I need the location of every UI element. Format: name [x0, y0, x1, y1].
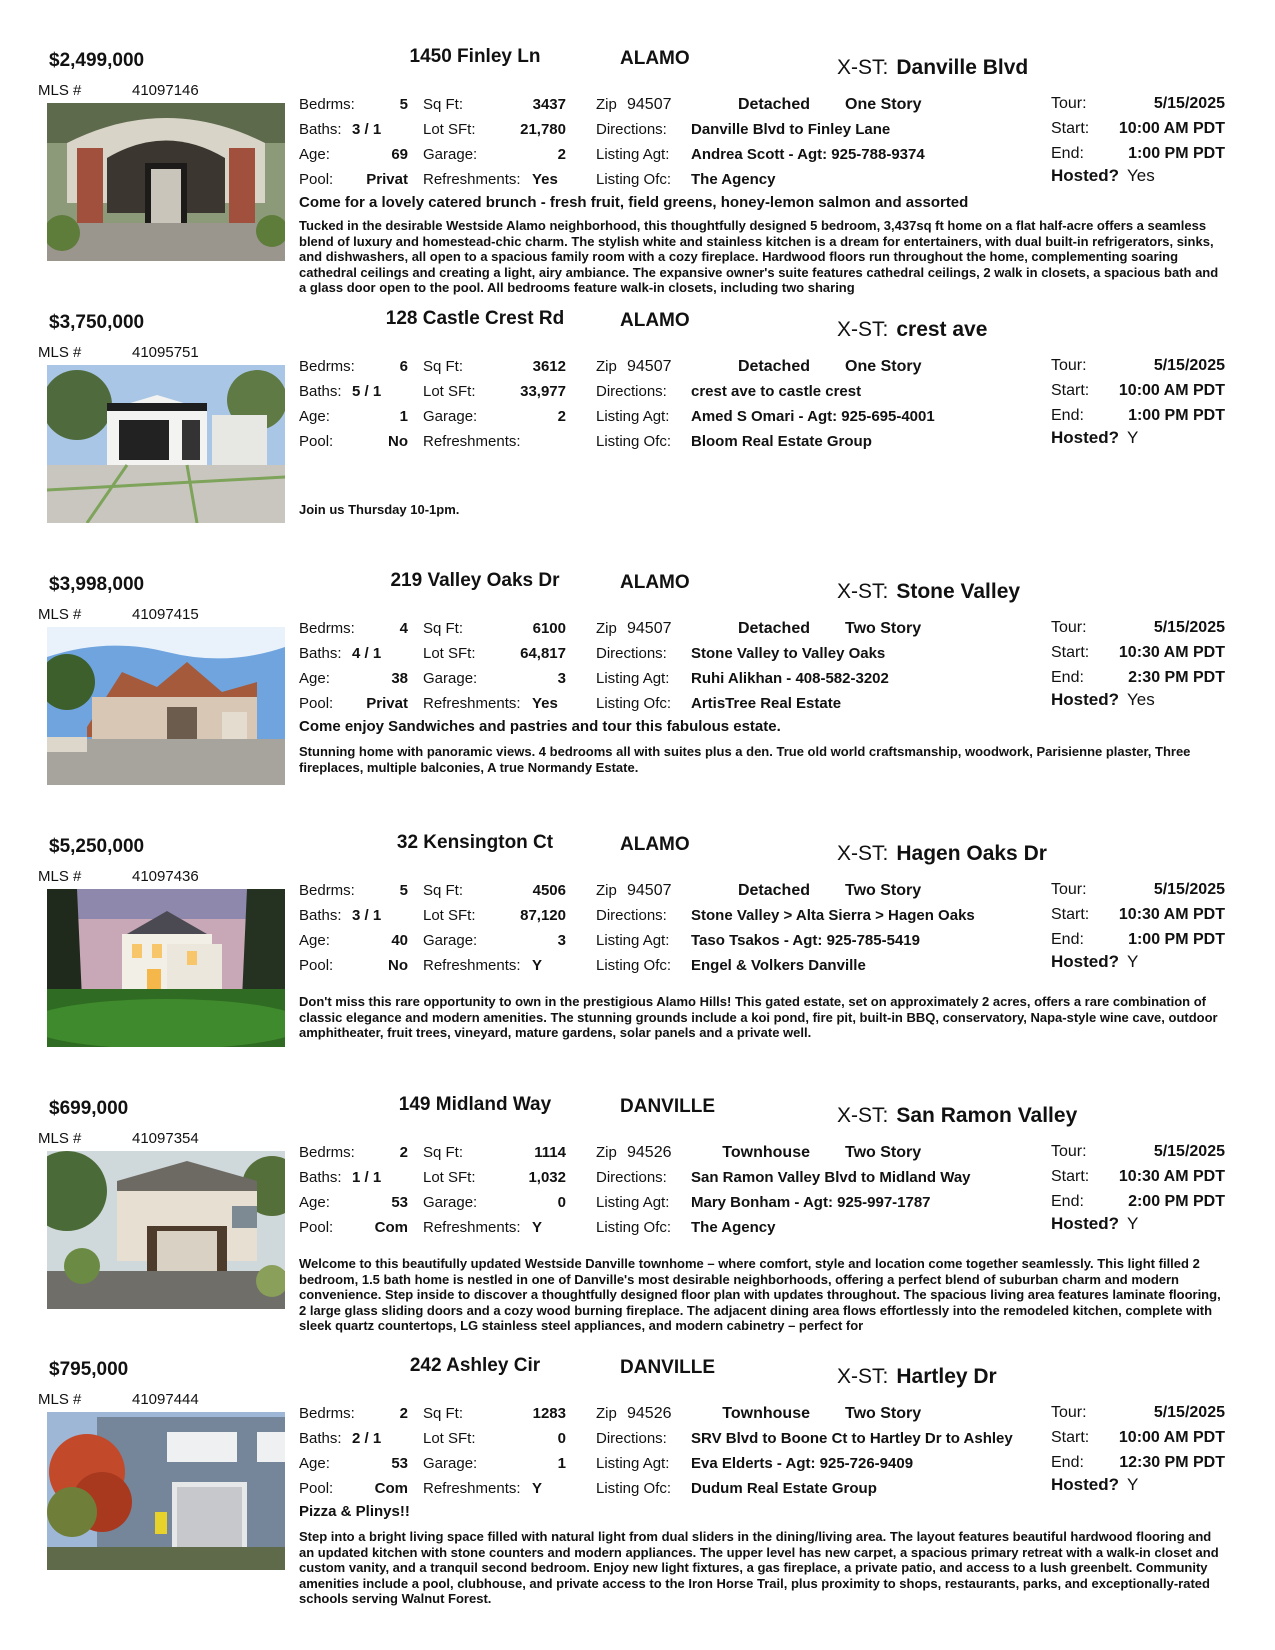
- bedrms-label: Bedrms:: [299, 358, 355, 375]
- age-value: 53: [391, 1194, 408, 1211]
- listing-remarks: Welcome to this beautifully updated Westside Danville townhome – where comfort, style and location come together seamlessly. This light filled 2 bedroom, 1.5 bath home is nestled in one of Danville's most desirable neighborhoods, offering a perfect blend of suburban charm and modern convenience. Step inside to discover a thoughtfully designed floor plan with updates throughout. The spacious living area features laminate flooring, 2 large glass sliding doors and a cozy wood burning fireplace. The adjacent dining area flows effortlessly into the remodeled kitchen, complete with sleek quartz countertops, LG stainless steel appliances, and modern cabinetry – perfect for: [299, 1256, 1221, 1333]
- bedrms-label: Bedrms:: [299, 882, 355, 899]
- hosted-row: [1051, 428, 1138, 448]
- listing-photo[interactable]: [47, 1151, 285, 1309]
- directions-value: Stone Valley > Alta Sierra > Hagen Oaks: [691, 907, 975, 924]
- end-label: End:: [1051, 931, 1084, 948]
- listing-price: $2,499,000: [49, 50, 145, 71]
- agent-label: Listing Agt:: [596, 670, 670, 687]
- pool-label: Pool:: [299, 171, 334, 188]
- baths-label: Baths:: [299, 907, 342, 924]
- garage-value: 3: [557, 932, 566, 949]
- tour-value: 5/15/2025: [1153, 619, 1225, 636]
- garage-value: 2: [557, 146, 566, 163]
- hosted-label: Hosted?: [1051, 1475, 1119, 1494]
- age-label: Age:: [299, 670, 330, 687]
- start-value: 10:30 AM PDT: [1118, 644, 1225, 661]
- mls-label: MLS #: [38, 1391, 82, 1408]
- tour-value: 5/15/2025: [1153, 1404, 1225, 1421]
- pool-value: Privat: [366, 171, 408, 188]
- garage-label: Garage:: [423, 1455, 478, 1472]
- directions-value: Danville Blvd to Finley Lane: [691, 121, 891, 138]
- office-value: The Agency: [691, 171, 776, 188]
- hosted-row: [1051, 1475, 1138, 1495]
- baths-value: 4 / 1: [352, 645, 382, 662]
- baths-value: 5 / 1: [352, 383, 382, 400]
- cross-street-label: X-ST:: [837, 56, 889, 79]
- end-label: End:: [1051, 669, 1084, 686]
- garage-label: Garage:: [423, 932, 478, 949]
- hosted-row: [1051, 690, 1155, 710]
- zip-value: 94507: [627, 358, 672, 375]
- zip-value: 94526: [627, 1144, 672, 1161]
- zip-label: Zip: [596, 1405, 617, 1422]
- age-value: 40: [391, 932, 408, 949]
- office-label: Listing Ofc:: [596, 695, 672, 712]
- sqft-value: 1114: [534, 1144, 566, 1161]
- baths-value: 1 / 1: [352, 1169, 382, 1186]
- listing-city: ALAMO: [620, 572, 690, 593]
- agent-label: Listing Agt:: [596, 1194, 670, 1211]
- refreshments-value: Yes: [532, 695, 558, 712]
- hosted-row: [1051, 1214, 1138, 1234]
- office-value: ArtisTree Real Estate: [691, 695, 842, 712]
- agent-value: Amed S Omari - Agt: 925-695-4001: [691, 408, 935, 425]
- hosted-value: Yes: [1127, 166, 1155, 185]
- property-type: Townhouse: [722, 1405, 810, 1422]
- zip-label: Zip: [596, 1144, 617, 1161]
- refreshments-label: Refreshments:: [423, 695, 521, 712]
- end-value: 1:00 PM PDT: [1128, 931, 1225, 948]
- agent-value: Taso Tsakos - Agt: 925-785-5419: [691, 932, 920, 949]
- listing-address: 1450 Finley Ln: [409, 46, 541, 67]
- listing-address: 32 Kensington Ct: [396, 832, 554, 853]
- listing-remarks: Tucked in the desirable Westside Alamo neighborhood, this thoughtfully designed 5 bedroom, 3,437sq ft home on a flat half-acre offers a seamless blend of luxury and homestead-chic charm. The stylish white and stainless kitchen is a dream for entertainers, with dual built-in refrigerators, sinks, and dishwashers, all open to a spacious family room with a cozy fireplace. Hardwood floors run throughout the home, complementing soaring cathedral ceilings and creating a light, airy ambiance. The expansive owner's suite features cathedral ceilings, 2 walk in closets, a spacious bath and a glass door open to the pool. All bedrooms feature walk-in closets, including two sharing: [299, 218, 1219, 295]
- hosted-label: Hosted?: [1051, 952, 1119, 971]
- listing-photo[interactable]: [47, 103, 285, 261]
- tour-value: 5/15/2025: [1153, 1143, 1225, 1160]
- garage-label: Garage:: [423, 408, 478, 425]
- directions-label: Directions:: [596, 907, 667, 924]
- lot-value: 1,032: [528, 1169, 566, 1186]
- listing-price: $3,998,000: [49, 574, 145, 595]
- office-label: Listing Ofc:: [596, 171, 672, 188]
- pool-value: No: [388, 433, 408, 450]
- bedrms-label: Bedrms:: [299, 1144, 355, 1161]
- directions-label: Directions:: [596, 1430, 667, 1447]
- hosted-row: [1051, 166, 1155, 186]
- cross-street-label: X-ST:: [837, 318, 889, 341]
- mls-number: 41097354: [132, 1130, 199, 1147]
- lot-value: 0: [557, 1430, 566, 1447]
- tour-label: Tour:: [1051, 881, 1087, 898]
- sqft-value: 6100: [532, 620, 566, 637]
- zip-label: Zip: [596, 358, 617, 375]
- start-value: 10:00 AM PDT: [1118, 1429, 1225, 1446]
- garage-label: Garage:: [423, 1194, 478, 1211]
- office-label: Listing Ofc:: [596, 957, 672, 974]
- listing-remarks: Join us Thursday 10-1pm.: [299, 502, 460, 517]
- listing-photo[interactable]: [47, 627, 285, 785]
- pool-label: Pool:: [299, 695, 334, 712]
- listing-block: [0, 830, 1275, 1092]
- agent-value: Andrea Scott - Agt: 925-788-9374: [691, 146, 925, 163]
- listing-photo[interactable]: [47, 1412, 285, 1570]
- start-label: Start:: [1051, 120, 1090, 137]
- end-value: 1:00 PM PDT: [1128, 145, 1225, 162]
- lot-label: Lot SFt:: [423, 907, 476, 924]
- cross-street-label: X-ST:: [837, 842, 889, 865]
- pool-value: Privat: [366, 695, 408, 712]
- refreshments-label: Refreshments:: [423, 171, 521, 188]
- directions-label: Directions:: [596, 1169, 667, 1186]
- refreshments-value: Yes: [532, 171, 558, 188]
- pool-label: Pool:: [299, 957, 334, 974]
- directions-value: crest ave to castle crest: [691, 383, 862, 400]
- property-type: Detached: [737, 96, 810, 113]
- start-value: 10:30 AM PDT: [1118, 906, 1225, 923]
- baths-label: Baths:: [299, 645, 342, 662]
- listing-address: 128 Castle Crest Rd: [385, 308, 565, 329]
- zip-value: 94526: [627, 1405, 672, 1422]
- cross-street-value: Hartley Dr: [896, 1365, 997, 1388]
- hosted-label: Hosted?: [1051, 1214, 1119, 1233]
- refreshments-label: Refreshments:: [423, 433, 521, 450]
- listing-city: DANVILLE: [620, 1357, 715, 1378]
- mls-label: MLS #: [38, 344, 82, 361]
- garage-label: Garage:: [423, 146, 478, 163]
- mls-number: 41097444: [132, 1391, 199, 1408]
- start-label: Start:: [1051, 1168, 1090, 1185]
- listing-address: 242 Ashley Cir: [409, 1355, 541, 1376]
- directions-label: Directions:: [596, 645, 667, 662]
- story-count: Two Story: [845, 882, 922, 899]
- listing-city: ALAMO: [620, 48, 690, 69]
- baths-label: Baths:: [299, 121, 342, 138]
- start-label: Start:: [1051, 644, 1090, 661]
- hosted-label: Hosted?: [1051, 166, 1119, 185]
- bedrms-label: Bedrms:: [299, 620, 355, 637]
- garage-value: 2: [557, 408, 566, 425]
- refreshments-label: Refreshments:: [423, 1480, 521, 1497]
- listing-price: $5,250,000: [49, 836, 145, 857]
- listing-address: 219 Valley Oaks Dr: [390, 570, 560, 591]
- directions-value: San Ramon Valley Blvd to Midland Way: [691, 1169, 971, 1186]
- hosted-label: Hosted?: [1051, 428, 1119, 447]
- pool-value: No: [388, 957, 408, 974]
- office-value: Dudum Real Estate Group: [691, 1480, 877, 1497]
- baths-value: 2 / 1: [352, 1430, 382, 1447]
- lot-label: Lot SFt:: [423, 1430, 476, 1447]
- hosted-value: Yes: [1127, 690, 1155, 709]
- zip-value: 94507: [627, 96, 672, 113]
- listing-remarks: Stunning home with panoramic views. 4 bedrooms all with suites plus a den. True old world craftsmanship, woodwork, Parisienne plaster, Three fireplaces, multiple balconies, A true Normandy Estate.: [299, 744, 1191, 775]
- agent-label: Listing Agt:: [596, 408, 670, 425]
- lot-value: 87,120: [520, 907, 566, 924]
- mls-label: MLS #: [38, 606, 82, 623]
- listing-block: [0, 1353, 1275, 1615]
- bedrms-value: 2: [399, 1405, 408, 1422]
- cross-street: [837, 1365, 997, 1389]
- mls-label: MLS #: [38, 868, 82, 885]
- listing-photo[interactable]: [47, 365, 285, 523]
- baths-value: 3 / 1: [352, 907, 382, 924]
- bedrms-label: Bedrms:: [299, 1405, 355, 1422]
- listing-city: ALAMO: [620, 310, 690, 331]
- story-count: One Story: [845, 96, 922, 113]
- cross-street: [837, 1104, 1077, 1128]
- hosted-value: Y: [1127, 428, 1139, 447]
- listing-price: $3,750,000: [49, 312, 145, 333]
- office-label: Listing Ofc:: [596, 1219, 672, 1236]
- lot-value: 33,977: [520, 383, 566, 400]
- cross-street: [837, 580, 1020, 604]
- listing-address: 149 Midland Way: [398, 1094, 552, 1115]
- property-type: Detached: [737, 620, 810, 637]
- mls-row: [38, 82, 199, 99]
- tour-label: Tour:: [1051, 95, 1087, 112]
- story-count: Two Story: [845, 1405, 922, 1422]
- sqft-label: Sq Ft:: [423, 358, 464, 375]
- mls-number: 41097436: [132, 868, 199, 885]
- property-type: Townhouse: [722, 1144, 810, 1161]
- listing-city: ALAMO: [620, 834, 690, 855]
- directions-value: SRV Blvd to Boone Ct to Hartley Dr to Ashley: [691, 1430, 1013, 1447]
- listing-block: [0, 44, 1275, 306]
- sqft-label: Sq Ft:: [423, 1405, 464, 1422]
- end-value: 2:00 PM PDT: [1128, 1193, 1225, 1210]
- office-value: The Agency: [691, 1219, 776, 1236]
- office-label: Listing Ofc:: [596, 433, 672, 450]
- mls-label: MLS #: [38, 82, 82, 99]
- cross-street: [837, 318, 987, 342]
- directions-label: Directions:: [596, 383, 667, 400]
- property-type: Detached: [737, 882, 810, 899]
- zip-value: 94507: [627, 620, 672, 637]
- end-label: End:: [1051, 1454, 1084, 1471]
- office-value: Bloom Real Estate Group: [691, 433, 872, 450]
- start-value: 10:00 AM PDT: [1118, 382, 1225, 399]
- mls-number: 41097146: [132, 82, 199, 99]
- cross-street: [837, 56, 1028, 80]
- sqft-value: 3612: [532, 358, 566, 375]
- cross-street-value: Stone Valley: [896, 580, 1021, 603]
- agent-value: Mary Bonham - Agt: 925-997-1787: [691, 1194, 931, 1211]
- tour-value: 5/15/2025: [1153, 357, 1225, 374]
- end-label: End:: [1051, 145, 1084, 162]
- tour-value: 5/15/2025: [1153, 881, 1225, 898]
- mls-row: [38, 344, 199, 361]
- sqft-label: Sq Ft:: [423, 620, 464, 637]
- cross-street-label: X-ST:: [837, 1104, 889, 1127]
- open-house-notes: Come enjoy Sandwiches and pastries and tour this fabulous estate.: [299, 718, 781, 735]
- hosted-row: [1051, 952, 1138, 972]
- lot-label: Lot SFt:: [423, 1169, 476, 1186]
- bedrms-value: 4: [399, 620, 408, 637]
- mls-number: 41095751: [132, 344, 199, 361]
- directions-label: Directions:: [596, 121, 667, 138]
- lot-value: 21,780: [520, 121, 566, 138]
- story-count: One Story: [845, 358, 922, 375]
- end-label: End:: [1051, 407, 1084, 424]
- agent-value: Eva Elderts - Agt: 925-726-9409: [691, 1455, 914, 1472]
- listing-block: [0, 568, 1275, 830]
- sqft-label: Sq Ft:: [423, 882, 464, 899]
- hosted-label: Hosted?: [1051, 690, 1119, 709]
- baths-label: Baths:: [299, 1430, 342, 1447]
- agent-label: Listing Agt:: [596, 932, 670, 949]
- age-value: 53: [391, 1455, 408, 1472]
- zip-value: 94507: [627, 882, 672, 899]
- zip-label: Zip: [596, 620, 617, 637]
- listing-price: $795,000: [49, 1359, 129, 1380]
- cross-street-value: Danville Blvd: [896, 56, 1029, 79]
- listing-block: [0, 1092, 1275, 1354]
- garage-value: 0: [557, 1194, 566, 1211]
- bedrms-label: Bedrms:: [299, 96, 355, 113]
- mls-label: MLS #: [38, 1130, 82, 1147]
- directions-value: Stone Valley to Valley Oaks: [691, 645, 886, 662]
- start-label: Start:: [1051, 906, 1090, 923]
- refreshments-label: Refreshments:: [423, 1219, 521, 1236]
- listing-block: [0, 306, 1275, 568]
- baths-label: Baths:: [299, 383, 342, 400]
- cross-street: [837, 842, 1047, 866]
- sqft-value: 4506: [532, 882, 566, 899]
- age-label: Age:: [299, 1194, 330, 1211]
- office-label: Listing Ofc:: [596, 1480, 672, 1497]
- bedrms-value: 5: [399, 96, 408, 113]
- listing-remarks: Don't miss this rare opportunity to own in the prestigious Alamo Hills! This gated estate, set on approximately 2 acres, offers a rare combination of classic elegance and modern amenities. The stunning grounds include a koi pond, fire pit, built-in BBQ, conservatory, Napa-style wine cave, outdoor amphitheater, fruit trees, vineyard, mature gardens, solar panels and a private well.: [299, 994, 1218, 1040]
- sqft-value: 1283: [532, 1405, 566, 1422]
- agent-label: Listing Agt:: [596, 1455, 670, 1472]
- mls-row: [38, 1391, 199, 1408]
- tour-label: Tour:: [1051, 1404, 1087, 1421]
- open-house-notes: Pizza & Plinys!!: [299, 1503, 410, 1520]
- refreshments-value: Y: [532, 1480, 543, 1497]
- sqft-value: 3437: [532, 96, 566, 113]
- sqft-label: Sq Ft:: [423, 1144, 464, 1161]
- age-label: Age:: [299, 408, 330, 425]
- property-type: Detached: [737, 358, 810, 375]
- end-label: End:: [1051, 1193, 1084, 1210]
- office-value: Engel & Volkers Danville: [691, 957, 866, 974]
- age-value: 1: [399, 408, 408, 425]
- tour-value: 5/15/2025: [1153, 95, 1225, 112]
- mls-row: [38, 868, 199, 885]
- baths-label: Baths:: [299, 1169, 342, 1186]
- pool-label: Pool:: [299, 433, 334, 450]
- start-value: 10:00 AM PDT: [1118, 120, 1225, 137]
- lot-label: Lot SFt:: [423, 121, 476, 138]
- lot-label: Lot SFt:: [423, 645, 476, 662]
- start-label: Start:: [1051, 382, 1090, 399]
- listing-city: DANVILLE: [620, 1096, 715, 1117]
- listing-remarks: Step into a bright living space filled with natural light from dual sliders in the dining/living area. The layout features beautiful hardwood flooring and an updated kitchen with stone counters and modern appliances. The upper level has new carpet, a spacious primary retreat with a walk-in closet and custom vanity, and a tranquil second bedroom. Enjoy new light fixtures, a gas fireplace, a private patio, and access to a lush greenbelt. Community amenities include a pool, clubhouse, and private access to the Iron Horse Trail, plus proximity to shops, restaurants, parks, and exceptionally-rated schools serving Walnut Forest.: [299, 1529, 1219, 1606]
- pool-value: Com: [374, 1480, 408, 1497]
- start-value: 10:30 AM PDT: [1118, 1168, 1225, 1185]
- refreshments-value: Y: [532, 1219, 543, 1236]
- age-value: 38: [391, 670, 408, 687]
- listing-photo[interactable]: [47, 889, 285, 1047]
- hosted-value: Y: [1127, 1214, 1139, 1233]
- tour-label: Tour:: [1051, 1143, 1087, 1160]
- sqft-label: Sq Ft:: [423, 96, 464, 113]
- end-value: 12:30 PM PDT: [1119, 1454, 1225, 1471]
- garage-value: 1: [557, 1455, 566, 1472]
- bedrms-value: 5: [399, 882, 408, 899]
- hosted-value: Y: [1127, 952, 1139, 971]
- bedrms-value: 6: [399, 358, 408, 375]
- agent-value: Ruhi Alikhan - 408-582-3202: [691, 670, 889, 687]
- age-label: Age:: [299, 1455, 330, 1472]
- pool-label: Pool:: [299, 1480, 334, 1497]
- bedrms-value: 2: [399, 1144, 408, 1161]
- open-house-notes: Come for a lovely catered brunch - fresh fruit, field greens, honey-lemon salmon and assorted: [299, 194, 969, 211]
- age-label: Age:: [299, 146, 330, 163]
- pool-value: Com: [374, 1219, 408, 1236]
- lot-value: 64,817: [520, 645, 566, 662]
- cross-street-value: crest ave: [896, 318, 988, 341]
- age-value: 69: [391, 146, 408, 163]
- cross-street-label: X-ST:: [837, 580, 889, 603]
- zip-label: Zip: [596, 96, 617, 113]
- story-count: Two Story: [845, 1144, 922, 1161]
- tour-label: Tour:: [1051, 357, 1087, 374]
- end-value: 2:30 PM PDT: [1128, 669, 1225, 686]
- end-value: 1:00 PM PDT: [1128, 407, 1225, 424]
- garage-label: Garage:: [423, 670, 478, 687]
- agent-label: Listing Agt:: [596, 146, 670, 163]
- listing-price: $699,000: [49, 1098, 129, 1119]
- lot-label: Lot SFt:: [423, 383, 476, 400]
- cross-street-value: Hagen Oaks Dr: [896, 842, 1047, 865]
- mls-row: [38, 1130, 199, 1147]
- zip-label: Zip: [596, 882, 617, 899]
- mls-number: 41097415: [132, 606, 199, 623]
- refreshments-value: Y: [532, 957, 543, 974]
- hosted-value: Y: [1127, 1475, 1139, 1494]
- tour-label: Tour:: [1051, 619, 1087, 636]
- mls-row: [38, 606, 199, 623]
- age-label: Age:: [299, 932, 330, 949]
- refreshments-label: Refreshments:: [423, 957, 521, 974]
- story-count: Two Story: [845, 620, 922, 637]
- cross-street-label: X-ST:: [837, 1365, 889, 1388]
- baths-value: 3 / 1: [352, 121, 382, 138]
- cross-street-value: San Ramon Valley: [896, 1104, 1078, 1127]
- garage-value: 3: [557, 670, 566, 687]
- start-label: Start:: [1051, 1429, 1090, 1446]
- pool-label: Pool:: [299, 1219, 334, 1236]
